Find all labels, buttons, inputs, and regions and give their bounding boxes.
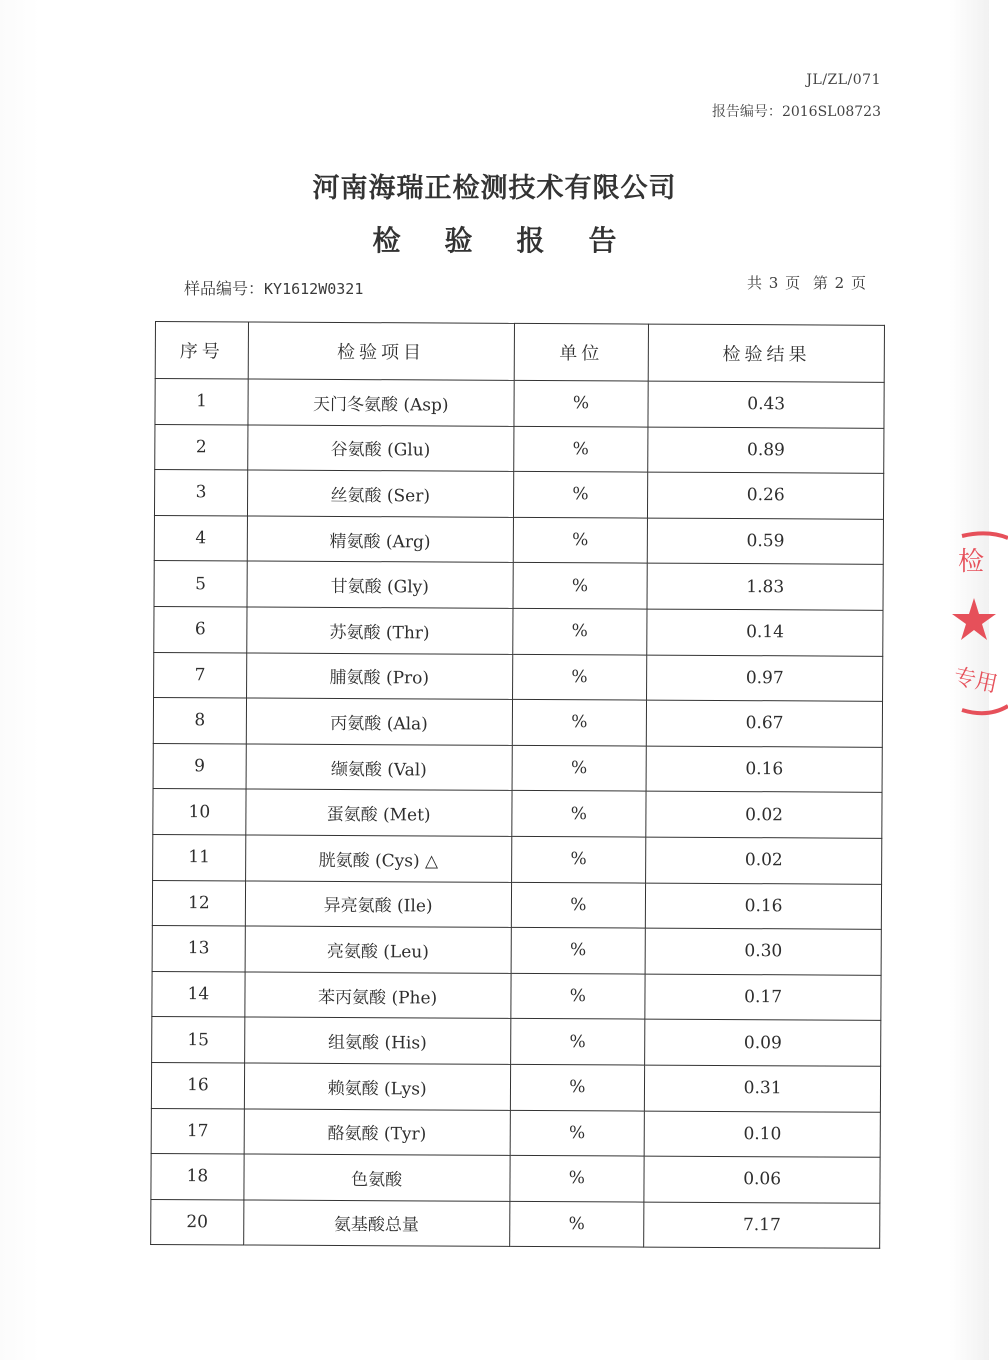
table-row xyxy=(153,834,882,883)
cell-result: 0.02 xyxy=(646,791,882,838)
cell-unit: % xyxy=(511,927,646,973)
page-indicator xyxy=(741,272,867,293)
table-row xyxy=(152,880,881,929)
cell-no: 1 xyxy=(155,379,248,425)
cell-no: 6 xyxy=(154,606,247,652)
table-row xyxy=(151,1199,880,1248)
cell-no: 16 xyxy=(151,1062,244,1108)
table-row xyxy=(151,1108,880,1157)
stamp-text-top: 检 xyxy=(958,547,985,577)
cell-item: 天门冬氨酸 (Asp) xyxy=(248,379,514,426)
cell-unit: % xyxy=(510,1110,645,1156)
cell-result: 0.17 xyxy=(645,974,881,1021)
table-row xyxy=(152,971,881,1020)
table-row xyxy=(153,789,882,838)
cell-no: 17 xyxy=(151,1108,244,1154)
cell-item: 精氨酸 (Arg) xyxy=(247,516,513,563)
cell-item: 亮氨酸 (Leu) xyxy=(245,926,511,973)
table-row xyxy=(154,606,883,655)
cell-result: 0.67 xyxy=(647,700,883,747)
table-row xyxy=(152,926,881,975)
stamp-text-bottom: 专用 xyxy=(951,664,1000,698)
cell-item: 酪氨酸 (Tyr) xyxy=(244,1108,510,1155)
cell-no: 20 xyxy=(151,1199,244,1245)
cell-item: 氨基酸总量 xyxy=(244,1200,510,1247)
cell-result: 1.83 xyxy=(647,563,883,610)
cell-no: 3 xyxy=(154,470,247,516)
cell-result: 0.06 xyxy=(644,1156,880,1203)
header-result: 检验结果 xyxy=(648,324,884,382)
cell-unit: % xyxy=(509,1155,644,1201)
cell-item: 甘氨酸 (Gly) xyxy=(247,561,513,608)
cell-result: 7.17 xyxy=(644,1202,880,1249)
header-no: 序号 xyxy=(155,322,248,379)
cell-no: 7 xyxy=(154,652,247,698)
stamp-ring-top xyxy=(962,533,1008,538)
table-row xyxy=(154,652,883,701)
header-item: 检验项目 xyxy=(248,322,514,380)
cell-item: 赖氨酸 (Lys) xyxy=(244,1063,510,1110)
cell-unit: % xyxy=(513,380,648,426)
cell-unit: % xyxy=(513,472,648,518)
table-row xyxy=(153,698,882,747)
cell-unit: % xyxy=(510,1064,645,1110)
cell-result: 0.02 xyxy=(646,837,882,884)
page-current: 第 2 页 xyxy=(812,274,867,292)
sample-number-value: KY1612W0321 xyxy=(264,280,364,298)
cell-result: 0.10 xyxy=(644,1111,880,1158)
cell-item: 蛋氨酸 (Met) xyxy=(246,789,512,836)
cell-result: 0.16 xyxy=(646,883,882,930)
red-seal-stamp xyxy=(948,528,1008,718)
cell-item: 苏氨酸 (Thr) xyxy=(247,607,513,654)
cell-item: 组氨酸 (His) xyxy=(244,1017,510,1064)
sample-number xyxy=(184,276,363,299)
page-total: 共 3 页 xyxy=(747,274,802,292)
report-number-value: 2016SL08723 xyxy=(781,104,881,120)
cell-unit: % xyxy=(513,517,648,563)
cell-result: 0.31 xyxy=(645,1065,881,1112)
table-row xyxy=(152,1017,881,1066)
cell-unit: % xyxy=(513,563,648,609)
cell-unit: % xyxy=(511,882,646,928)
results-table xyxy=(150,321,885,1249)
cell-no: 18 xyxy=(151,1154,244,1200)
cell-no: 15 xyxy=(152,1017,245,1063)
cell-item: 色氨酸 xyxy=(244,1154,510,1201)
cell-no: 4 xyxy=(154,515,247,561)
cell-result: 0.30 xyxy=(645,928,881,975)
cell-item: 谷氨酸 (Glu) xyxy=(248,425,514,472)
table-row xyxy=(155,379,884,428)
table-row xyxy=(154,561,883,610)
cell-no: 5 xyxy=(154,561,247,607)
cell-no: 14 xyxy=(152,971,245,1017)
report-number-label: 报告编号： xyxy=(711,104,782,120)
cell-unit: % xyxy=(511,791,646,837)
cell-no: 8 xyxy=(153,698,246,744)
cell-no: 9 xyxy=(153,743,246,789)
cell-result: 0.59 xyxy=(648,518,884,565)
cell-unit: % xyxy=(512,745,647,791)
cell-result: 0.16 xyxy=(646,746,882,793)
results-body xyxy=(151,379,885,1249)
cell-result: 0.26 xyxy=(648,472,884,519)
cell-unit: % xyxy=(510,1019,645,1065)
cell-item: 脯氨酸 (Pro) xyxy=(246,653,512,700)
cell-item: 异亮氨酸 (Ile) xyxy=(245,881,511,928)
sample-number-label: 样品编号： xyxy=(184,279,265,298)
table-row xyxy=(154,515,883,564)
cell-unit: % xyxy=(512,700,647,746)
company-name: 河南海瑞正检测技术有限公司 xyxy=(312,173,677,204)
cell-item: 缬氨酸 (Val) xyxy=(246,744,512,791)
cell-unit: % xyxy=(509,1201,644,1247)
cell-item: 丝氨酸 (Ser) xyxy=(247,470,513,517)
stamp-ring-bottom xyxy=(962,706,1008,713)
cell-unit: % xyxy=(512,608,647,654)
cell-unit: % xyxy=(511,836,646,882)
cell-item: 丙氨酸 (Ala) xyxy=(246,698,512,745)
cell-unit: % xyxy=(510,973,645,1019)
cell-result: 0.89 xyxy=(648,427,884,474)
report-number xyxy=(712,101,881,121)
cell-item: 苯丙氨酸 (Phe) xyxy=(245,972,511,1019)
cell-result: 0.14 xyxy=(647,609,883,656)
cell-result: 0.09 xyxy=(645,1019,881,1066)
document-title: 检验报告 xyxy=(372,224,661,257)
cell-no: 2 xyxy=(155,424,248,470)
table-row xyxy=(155,424,884,473)
cell-no: 12 xyxy=(152,880,245,926)
cell-result: 0.43 xyxy=(648,381,884,428)
cell-item: 胱氨酸 (Cys) △ xyxy=(245,835,511,882)
cell-no: 13 xyxy=(152,926,245,972)
stamp-star-icon xyxy=(952,598,996,640)
table-row xyxy=(153,743,882,792)
form-code: JL/ZL/071 xyxy=(806,72,881,88)
table-row xyxy=(154,470,883,519)
cell-unit: % xyxy=(513,426,648,472)
table-row xyxy=(151,1062,880,1111)
table-header-row xyxy=(155,322,884,383)
table-row xyxy=(151,1154,880,1203)
cell-unit: % xyxy=(512,654,647,700)
cell-result: 0.97 xyxy=(647,655,883,702)
header-unit: 单位 xyxy=(514,323,649,381)
cell-no: 10 xyxy=(153,789,246,835)
cell-no: 11 xyxy=(153,834,246,880)
